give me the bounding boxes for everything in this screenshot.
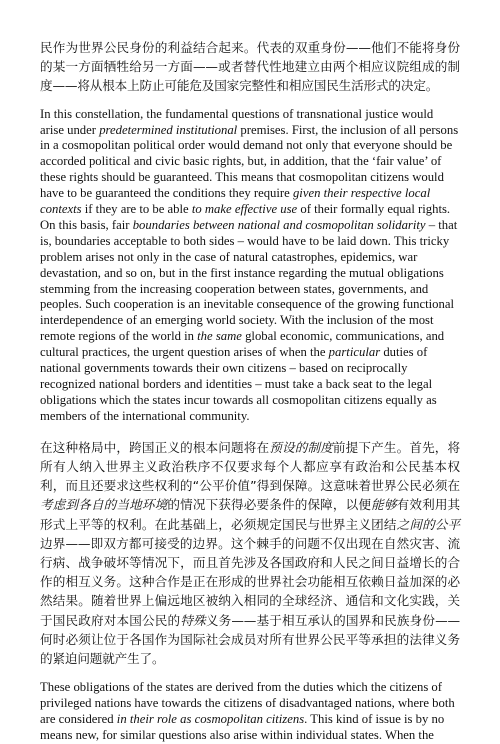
text-run: 边界——即双方都可接受的边界。这个棘手的问题不仅出现在自然灾害、流行病、战争破坏等情况下，而且首先涉及各国政府和人民之间日益增长的合作的相互义务。这种合作是正在形成的世界社会功能相互依赖日益加深的必然结果。随着世界上偏远地区被纳入相同的全球经济、通信和文化实践，关于国民政府对本国公民的 [40,535,460,628]
emphasized-text: boundaries between national and cosmopolitan solidarity [132,217,426,232]
english-paragraph [40,680,460,744]
chinese-paragraph [40,38,460,96]
emphasized-text: to make effective use [191,202,298,217]
text-run: . This kind of issue is by no means new, for similar questions also arise within individual states. When the [40,711,445,742]
emphasized-text: 特殊 [180,612,206,628]
emphasized-text: given their respective local contexts [40,186,431,217]
emphasized-text: 预设的制度 [269,439,333,455]
text-run: 义务——基于相互承认的国界和民族身份——何时必须让位于各国作为国际社会成员对所有世界公民平等承担的法律义务的紧迫问题就产生了。 [40,612,460,666]
text-run: 有效利用其形式上平等的权利。在此基础上，必须规定国民与世界主义团结 [40,497,460,532]
emphasized-text: 考虑到各自的当地环境 [40,497,168,513]
text-run: 前提下产生。首先，将所有人纳入世界主义政治秩序不仅要求每个人都应享有政治和公民基本权利，而且还要求这些权利的“公平价值”得到保障。这意味着世界公民必须在 [40,439,460,494]
text-run: premises. First, the inclusion of all persons in a cosmopolitan political order would demand not only that everyone should be accorded political and civic basic rights, but, in addition, that the ‘fair value’ of these rights should be guaranteed. This means that cosmopolitan citizens would have to be guaranteed the conditions they require [40,122,459,201]
text-run: if they are to be able [81,202,192,217]
chinese-paragraph [40,438,460,668]
text-run: global economic, communications, and cultural practices, the urgent question arises of when the [40,329,445,360]
emphasized-text: in their role as cosmopolitan citizens [116,711,305,726]
text-run: of their formally equal rights. On this basis, fair [40,202,451,232]
text-run: In this constellation, the fundamental questions of transnational justice would arise under [40,106,434,137]
english-paragraph [40,107,460,425]
text-run: These obligations of the states are derived from the duties which the citizens of privileged nations have towards the citizens of disadvantaged nations, where both are considered [40,680,455,726]
text-run: 在这种格局中，跨国正义的根本问题将在 [40,439,270,455]
text-run: – that is, boundaries acceptable to both sides – would have to be laid down. This tricky problem arises not only in the case of natural catastrophes, epidemics, war devastation, and so on, but in the first instance regarding the mutual obligations stemming from the increasing cooperation between states, governments, and peoples. Such cooperation is an inevitable consequence of the growing functional interdependence of an emerging world society. With the inclusion of the most remote regions of the world in [40,217,458,344]
emphasized-text: the same [197,329,242,344]
emphasized-text: 之间的公平 [396,516,460,532]
text-run: 的情况下获得必要条件的保障，以便 [167,497,372,513]
document-page [40,38,460,744]
emphasized-text: particular [328,345,381,360]
text-run: 民作为世界公民身份的利益结合起来。代表的双重身份——他们不能将身份的某一方面牺牲给另一方面——或者替代性地建立由两个相应议院组成的制度——将从根本上防止可能危及国家完整性和相应国民生活形式的决定。 [40,40,460,94]
text-run: duties of national governments towards their own citizens – based on reciprocally recognized national borders and identities – must take a back seat to the legal obligations which the states incur towards all cosmopolitan citizens equally as members of the international community. [40,345,437,423]
emphasized-text: 能够 [371,497,397,513]
emphasized-text: predetermined institutional [99,122,238,137]
